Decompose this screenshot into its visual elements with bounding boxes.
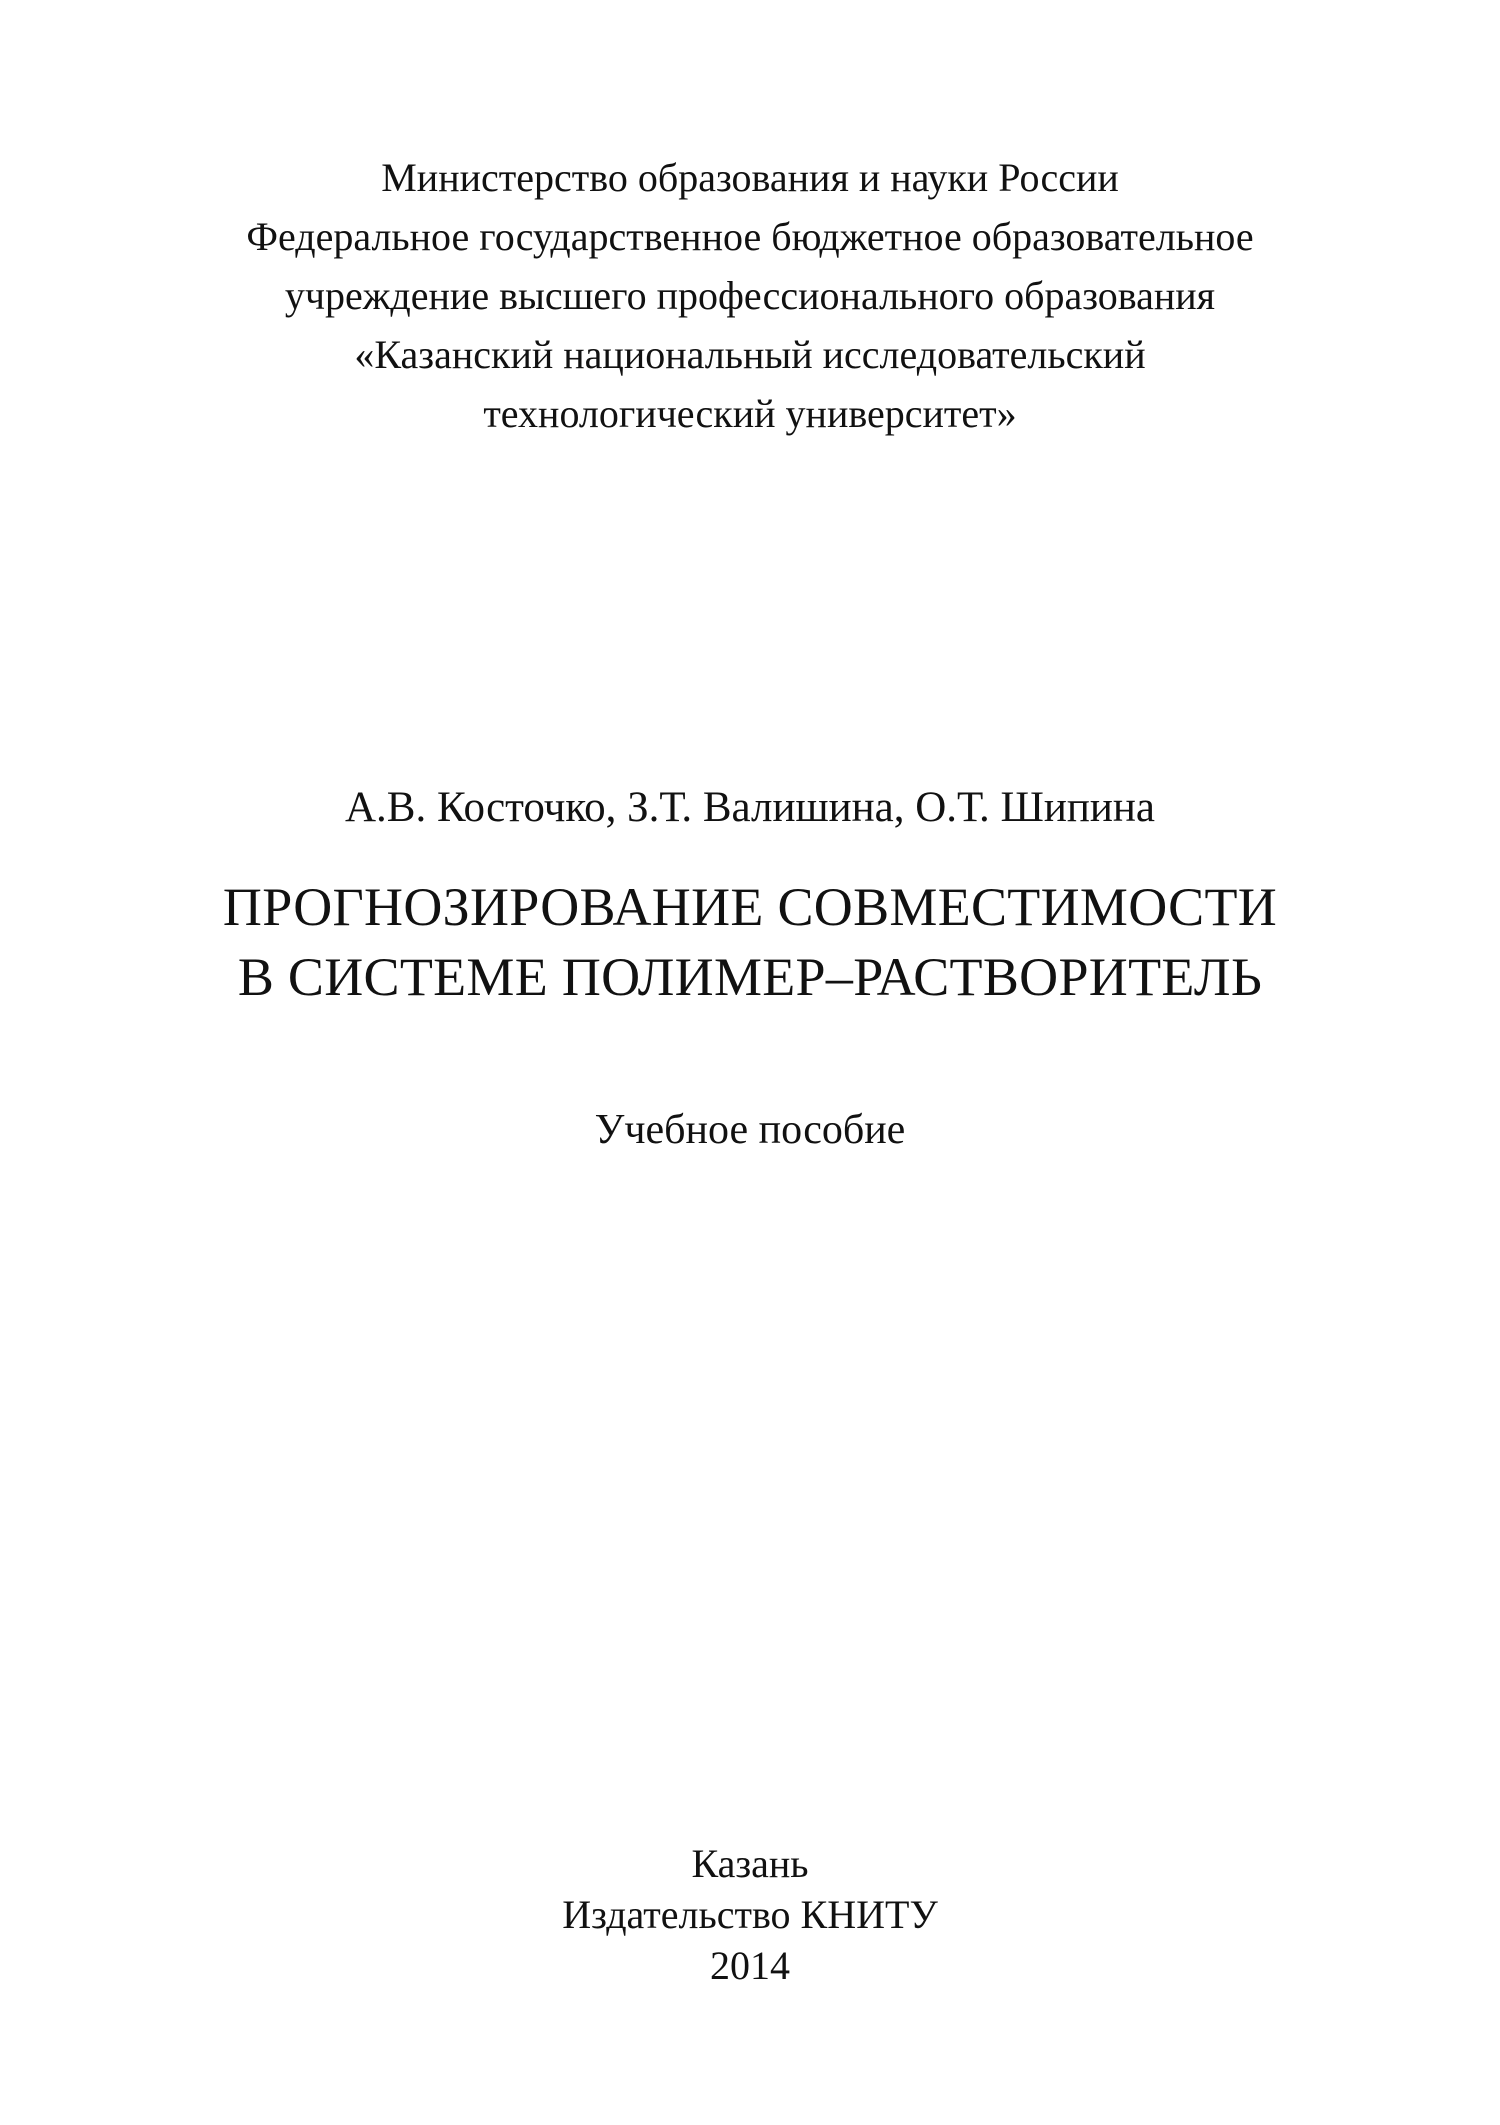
header-line-ministry: Министерство образования и науки России: [381, 155, 1119, 200]
imprint: [0, 1838, 1500, 1991]
header-line-institution-type: учреждение высшего профессионального образования: [284, 273, 1216, 318]
header-line-university-name-1: «Казанский национальный исследовательский: [354, 332, 1146, 377]
book-type: Учебное пособие: [594, 1107, 906, 1153]
authors-line: А.В. Косточко, З.Т. Валишина, О.Т. Шипина: [345, 784, 1155, 831]
book-title-line-2: В СИСТЕМЕ ПОЛИМЕР–РАСТВОРИТЕЛЬ: [237, 947, 1263, 1007]
imprint-publisher: Издательство КНИТУ: [562, 1892, 938, 1937]
book-title-line-1: ПРОГНОЗИРОВАНИЕ СОВМЕСТИМОСТИ: [222, 877, 1278, 937]
institution-header: [0, 148, 1500, 443]
book-title: [0, 872, 1500, 1012]
header-line-university-name-2: технологический университет»: [483, 391, 1017, 436]
imprint-city: Казань: [691, 1841, 809, 1886]
authors: [0, 780, 1500, 836]
imprint-year: 2014: [710, 1943, 790, 1988]
book-subtitle: [0, 1102, 1500, 1158]
header-line-federal: Федеральное государственное бюджетное образовательное: [246, 214, 1254, 259]
